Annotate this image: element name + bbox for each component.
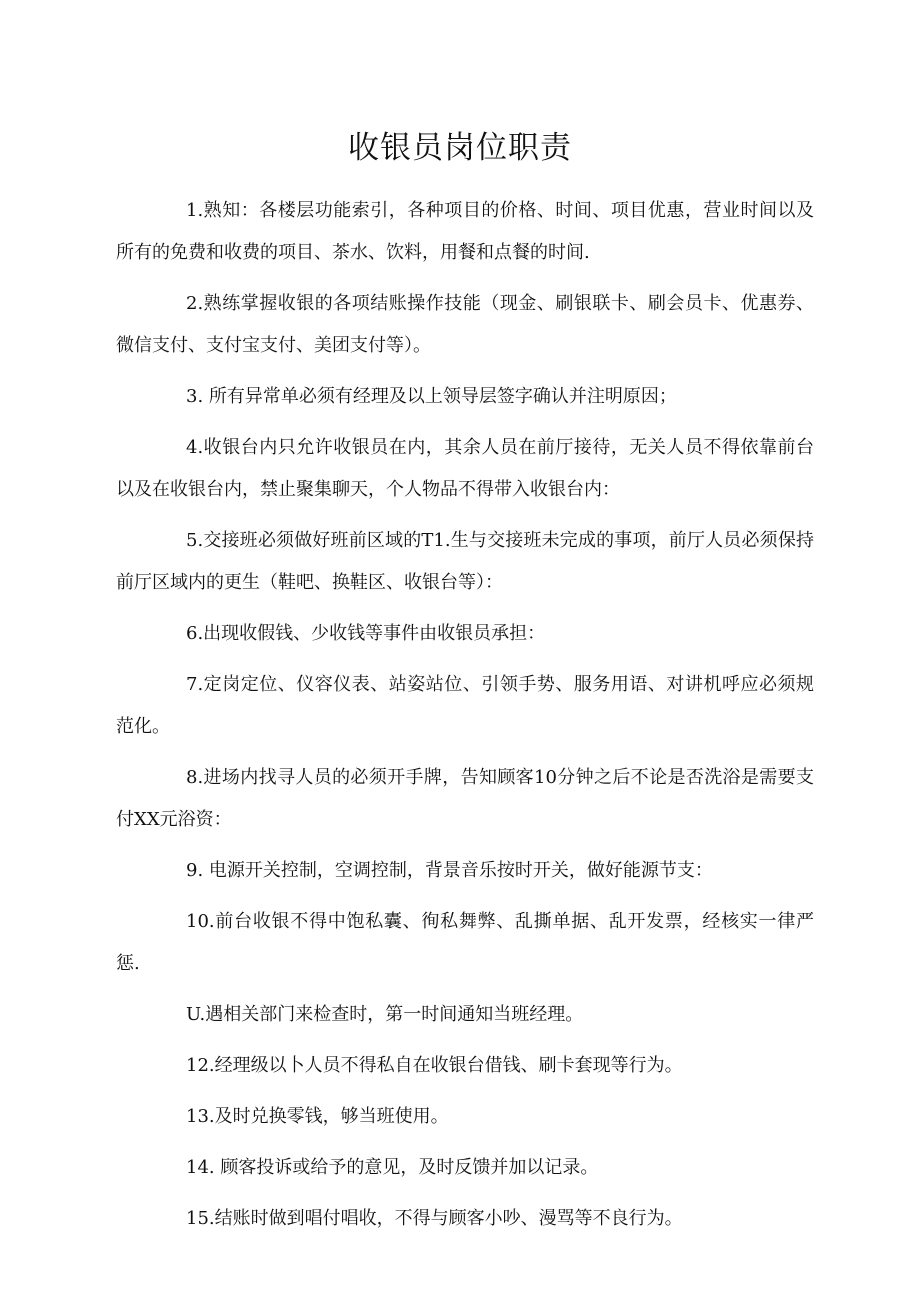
item-text: .出现收假钱、少收钱等事件由收银员承担： — [197, 623, 546, 644]
list-item — [116, 994, 814, 1036]
list-item — [116, 520, 814, 604]
item-text: . 所有异常单必须有经理及以上领导层签字确认并注明原因； — [197, 386, 677, 407]
list-item — [116, 376, 814, 418]
item-number: 9 — [186, 860, 198, 881]
item-number: 1 — [186, 200, 198, 221]
item-text: .结账时做到唱付唱收，不得与顾客小吵、漫骂等不良行为。 — [208, 1208, 683, 1229]
item-text: .及时兑换零钱，够当班使用。 — [208, 1106, 449, 1127]
duty-list — [116, 190, 814, 1249]
list-item — [116, 190, 814, 274]
item-number: 5 — [186, 530, 198, 551]
list-item — [116, 283, 814, 367]
list-item — [116, 757, 814, 841]
item-text: 遇相关部门来检查时，第一时间通知当班经理。 — [205, 1004, 584, 1025]
item-text: .进场内找寻人员的必须开手牌，告知顾客10分钟之后不论是否洗浴是需要支付XX元浴资： — [116, 767, 814, 830]
item-text: .熟知：各楼层功能索引，各种项目的价格、时间、项目优惠，营业时间以及所有的免费和收费的项目、茶水、饮料，用餐和点餐的时间. — [116, 200, 814, 263]
item-number: 6 — [186, 623, 198, 644]
item-number: 3 — [186, 386, 198, 407]
item-text: .收银台内只允许收银员在内，其余人员在前厅接待，无关人员不得依靠前台以及在收银台内，禁止聚集聊天，个人物品不得带入收银台内： — [116, 437, 814, 500]
item-number: 8 — [186, 767, 198, 788]
item-number: U. — [186, 1004, 206, 1025]
list-item — [116, 1045, 814, 1087]
item-text: . 电源开关控制，空调控制，背景音乐按时开关，做好能源节支： — [197, 860, 713, 881]
item-text: .熟练掌握收银的各项结账操作技能（现金、刷银联卡、刷会员卡、优惠券、微信支付、支付宝支付、美团支付等）。 — [116, 293, 814, 356]
item-number: 14 — [186, 1157, 209, 1178]
page-title: 收银员岗位职责 — [348, 130, 572, 166]
list-item — [116, 1096, 814, 1138]
list-item — [116, 850, 814, 892]
item-text: .交接班必须做好班前区域的T1.生与交接班未完成的事项，前厅人员必须保持前厅区域内的更生（鞋吧、换鞋区、收银台等）： — [116, 530, 814, 593]
item-number: 12 — [186, 1055, 209, 1076]
item-number: 15 — [186, 1208, 209, 1229]
list-item — [116, 427, 814, 511]
item-number: 2 — [186, 293, 198, 314]
item-number: 10 — [186, 911, 209, 932]
item-text: . 顾客投诉或给予的意见，及时反馈并加以记录。 — [208, 1157, 599, 1178]
list-item — [116, 1147, 814, 1189]
item-number: 7 — [186, 674, 198, 695]
list-item — [116, 664, 814, 748]
item-number: 13 — [186, 1106, 209, 1127]
list-item — [116, 613, 814, 655]
list-item — [116, 901, 814, 985]
item-text: .前台收银不得中饱私囊、徇私舞弊、乱撕单据、乱开发票，经核实一律严惩. — [116, 911, 814, 974]
item-text: .经理级以卜人员不得私自在收银台借钱、刷卡套现等行为。 — [208, 1055, 683, 1076]
item-text: .定岗定位、仪容仪表、站姿站位、引领手势、服务用语、对讲机呼应必须规范化。 — [116, 674, 814, 737]
item-number: 4 — [186, 437, 198, 458]
list-item — [116, 1198, 814, 1240]
